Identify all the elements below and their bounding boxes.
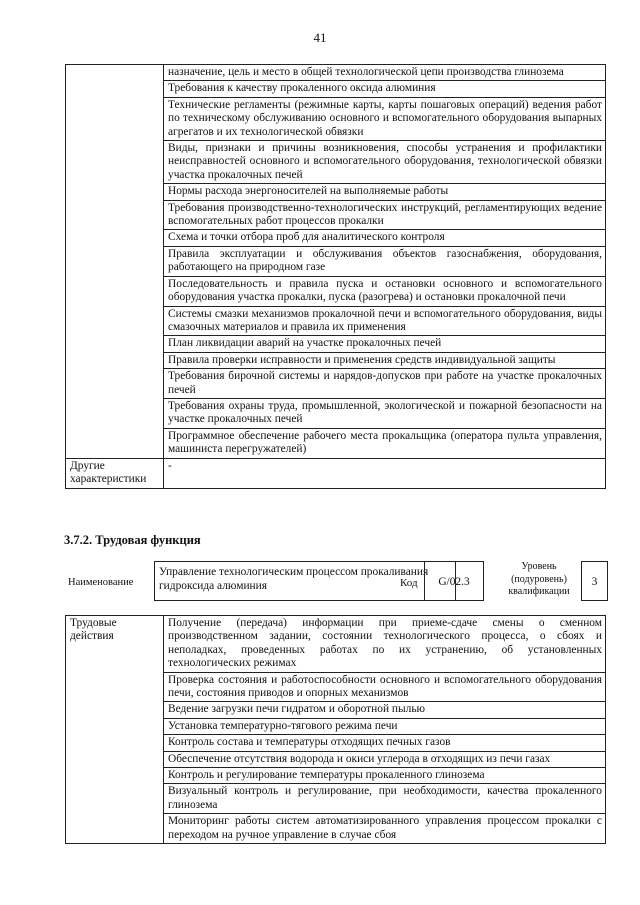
table-cell: Технические регламенты (режимные карты, карты пошаговых операций) ведения работ по техническому обслуживанию основного и вспомогательного оборудования выпарных агрегатов и их технологической обвязки (164, 97, 606, 140)
other-characteristics-label: Другие характеристики (66, 458, 164, 488)
level-label: Уровень (подуровень) квалификации (508, 561, 570, 597)
function-name-box: Управление технологическим процессом прокаливания гидроксида алюминия (154, 561, 456, 601)
actions-label: Трудовые действия (66, 616, 164, 844)
table-cell: Требования производственно-технологических инструкций, регламентирующих ведение вспомогательных работ процессов прокалки (164, 200, 606, 230)
table-cell: План ликвидации аварий на участке прокалочных печей (164, 336, 606, 352)
function-header (64, 561, 608, 607)
page-number: 41 (313, 30, 327, 45)
table-row (66, 458, 606, 488)
table-cell: Правила эксплуатации и обслуживания объектов газоснабжения, оборудования, работающего на природном газе (164, 246, 606, 276)
knowledge-table (65, 64, 606, 489)
table-cell: Требования к качеству прокаленного оксида алюминия (164, 81, 606, 97)
table-cell: Последовательность и правила пуска и остановки основного и вспомогательного оборудования участка прокалки, пуска (разогрева) и остановки прокалочной печи (164, 276, 606, 306)
other-characteristics-value: - (164, 458, 606, 488)
code-label: Код (400, 577, 418, 589)
actions-table (65, 615, 606, 844)
name-label: Наименование (68, 577, 134, 588)
table-cell: Схема и точки отбора проб для аналитического контроля (164, 230, 606, 246)
table-cell: Правила проверки исправности и применения средств индивидуальной защиты (164, 352, 606, 368)
table-cell: Требования бирочной системы и нарядов-допусков при работе на участке прокалочных печей (164, 369, 606, 399)
table-cell: Мониторинг работы систем автоматизированного управления процессом прокалки с переходом на ручное управление в случае сбоя (164, 814, 606, 844)
table-row (66, 616, 606, 673)
table-cell: Контроль и регулирование температуры прокаленного глинозема (164, 768, 606, 784)
table-cell: назначение, цель и место в общей технологической цепи производства глинозема (164, 65, 606, 81)
table-cell: Нормы расхода энергоносителей на выполняемые работы (164, 184, 606, 200)
table-cell: Виды, признаки и причины возникновения, способы устранения и профилактики неисправностей основного и вспомогательного оборудования, технологической обвязки участка прокалочных печей (164, 141, 606, 184)
section-heading: 3.7.2. Трудовая функция (64, 533, 201, 547)
table-cell: Ведение загрузки печи гидратом и оборотной пылью (164, 702, 606, 718)
code-box: G/02.3 (424, 561, 484, 601)
table-cell: Системы смазки механизмов прокалочной печи и вспомогательного оборудования, виды смазочных материалов и правила их применения (164, 306, 606, 336)
table-row (66, 65, 606, 81)
table-cell: Установка температурно-тягового режима печи (164, 718, 606, 734)
table-cell: Контроль состава и температуры отходящих печных газов (164, 735, 606, 751)
table-cell: Программное обеспечение рабочего места прокальщика (оператора пульта управления, машиниста перегружателей) (164, 428, 606, 458)
table-cell: Обеспечение отсутствия водорода и окиси углерода в отходящих из печи газах (164, 751, 606, 767)
table-cell-empty (66, 65, 164, 459)
table-cell: Требования охраны труда, промышленной, экологической и пожарной безопасности на участке прокалочных печей (164, 398, 606, 428)
table-cell: Проверка состояния и работоспособности основного и вспомогательного оборудования печи, состояния приводов и опорных механизмов (164, 672, 606, 702)
table-cell: Получение (передача) информации при приеме-сдаче смены о сменном производственном задании, состоянии технологического процесса, о сбоях и неполадках, проведенных работах по их устранению, об установленных технологических режимах (164, 616, 606, 673)
level-box: 3 (581, 561, 608, 601)
table-cell: Визуальный контроль и регулирование, при необходимости, качества прокаленного глинозема (164, 784, 606, 814)
